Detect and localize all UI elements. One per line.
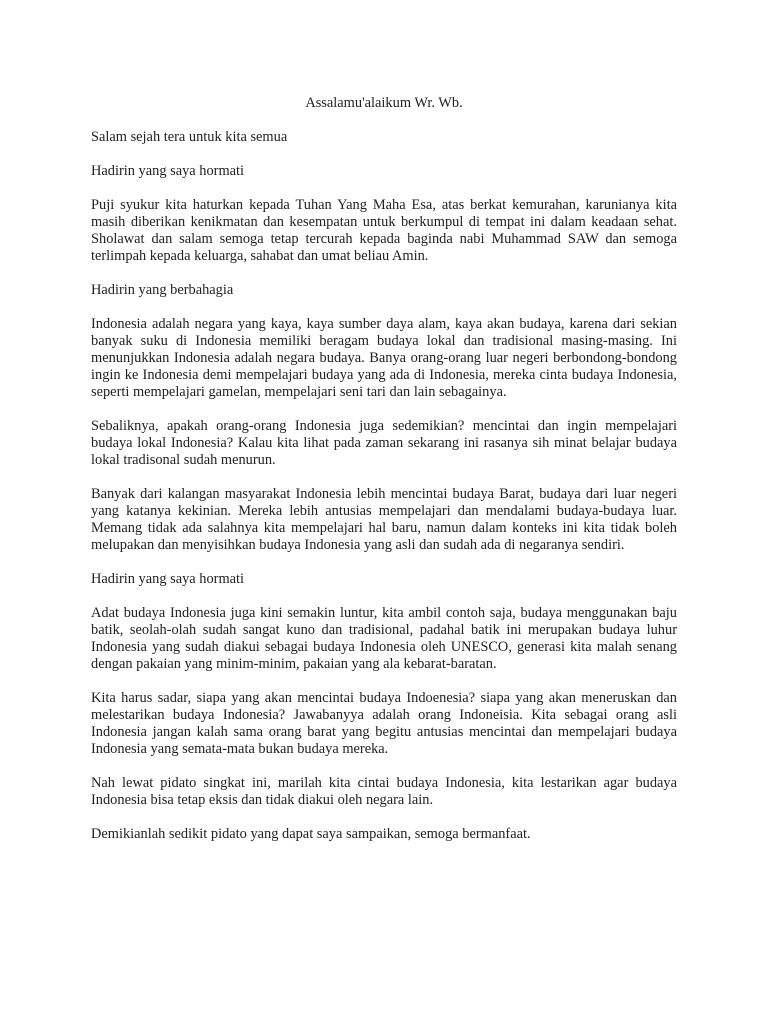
paragraph-awareness: Kita harus sadar, siapa yang akan mencintai budaya Indoenesia? siapa yang akan meneruskan dan melestarikan budaya Indonesia? Jawabanyya adalah orang Indoneisia. Kita sebagai orang asli Indonesia jangan kalah sama orang barat yang begitu antusias mencintai dan mempelajari budaya Indonesia yang semata-mata bukan budaya mereka.	[91, 690, 677, 757]
paragraph-call-to-action: Nah lewat pidato singkat ini, marilah kita cintai budaya Indonesia, kita lestarikan agar budaya Indonesia bisa tetap eksis dan tidak diakui oleh negara lain.	[91, 775, 677, 808]
paragraph-western-culture: Banyak dari kalangan masyarakat Indonesia lebih mencintai budaya Barat, budaya dari luar negeri yang katanya kekinian. Mereka lebih antusias mempelajari dan mendalami budaya-budaya luar. Memang tidak ada salahnya kita mempelajari hal baru, namun dalam konteks ini kita tidak boleh melupakan dan menyisihkan budaya Indonesia yang asli dan sudah ada di negaranya sendiri.	[91, 486, 677, 553]
paragraph-closing: Demikianlah sedikit pidato yang dapat saya sampaikan, semoga bermanfaat.	[91, 826, 531, 842]
paragraph-batik: Adat budaya Indonesia juga kini semakin luntur, kita ambil contoh saja, budaya menggunakan baju batik, seolah-olah sudah sangat kuno dan tradisional, padahal batik ini merupakan budaya luhur Indonesia yang sudah diakui sebagai budaya Indonesia oleh UNESCO, generasi kita malah senang dengan pakaian yang minim-minim, pakaian yang ala kebarat-baratan.	[91, 605, 677, 672]
paragraph-opening-salutation: Salam sejah tera untuk kita semua	[91, 129, 288, 145]
paragraph-address-audience-3: Hadirin yang saya hormati	[91, 571, 245, 587]
document-page	[91, 95, 677, 860]
paragraph-address-audience: Hadirin yang saya hormati	[91, 163, 245, 179]
greeting-title: Assalamu'alaikum Wr. Wb.	[305, 95, 463, 111]
paragraph-address-audience-2: Hadirin yang berbahagia	[91, 282, 234, 298]
paragraph-gratitude: Puji syukur kita haturkan kepada Tuhan Yang Maha Esa, atas berkat kemurahan, karunianya kita masih diberikan kenikmatan dan kesempatan untuk berkumpul di tempat ini dalam keadaan sehat. Sholawat dan salam semoga tetap tercurah kepada baginda nabi Muhammad SAW dan semoga terlimpah kepada keluarga, sahabat dan umat beliau Amin.	[91, 197, 677, 264]
paragraph-indonesia-culture: Indonesia adalah negara yang kaya, kaya sumber daya alam, kaya akan budaya, karena dari sekian banyak suku di Indonesia memiliki beragam budaya lokal dan tradisional masing-masing. Ini menunjukkan Indonesia adalah negara budaya. Banya orang-orang luar negeri berbondong-bondong ingin ke Indonesia demi mempelajari budaya yang ada di Indonesia, mereka cinta budaya Indonesia, seperti mempelajari gamelan, mempelajari seni tari dan lain sebagainya.	[91, 316, 677, 400]
paragraph-question: Sebaliknya, apakah orang-orang Indonesia juga sedemikian? mencintai dan ingin mempelajari budaya lokal Indonesia? Kalau kita lihat pada zaman sekarang ini rasanya sih minat belajar budaya lokal tradisonal sudah menurun.	[91, 418, 677, 468]
